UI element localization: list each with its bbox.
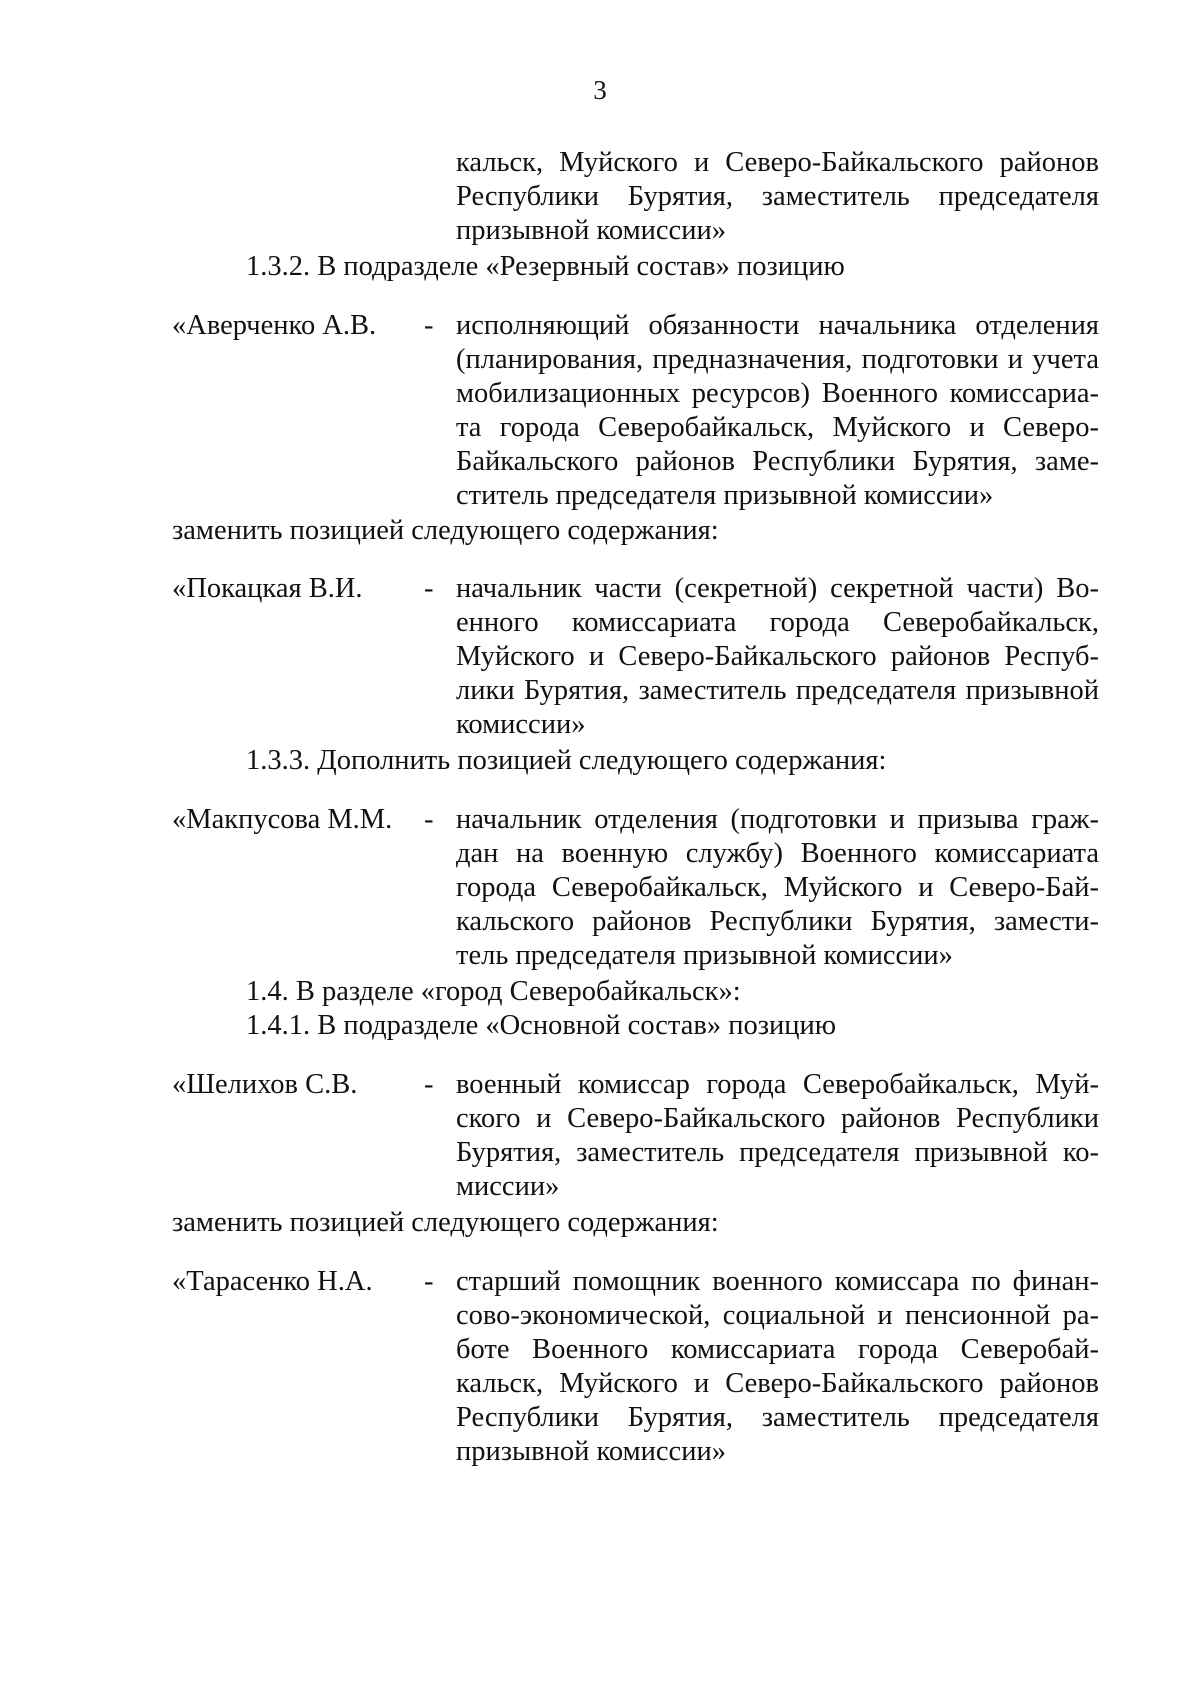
text-line: призывной комиссии» — [456, 1436, 726, 1467]
entry-text-pokatskaya — [456, 572, 1099, 742]
text-line: города Северобайкальск, Муйского и Северо-Бай- — [456, 872, 1099, 903]
text-line: кальского районов Республики Бурятия, замести- — [456, 906, 1099, 937]
entry-dash: - — [424, 1069, 434, 1100]
entry-name-shelikhov: «Шелихов С.В. — [172, 1069, 358, 1100]
text-line: ского и Северо-Байкальского районов Республики — [456, 1103, 1099, 1134]
text-line: призывной комиссии» — [456, 215, 726, 246]
intro-block — [456, 146, 1099, 248]
heading-1-4: 1.4. В разделе «город Северобайкальск»: — [246, 976, 741, 1007]
text-line: (планирования, предназначения, подготовки и учета — [456, 344, 1099, 375]
text-line: боте Военного комиссариата города Северобай- — [456, 1334, 1099, 1365]
text-line: ститель председателя призывной комиссии» — [456, 480, 994, 511]
entry-name-makpusova: «Макпусова М.М. — [172, 804, 393, 835]
text-line: военный комиссар города Северобайкальск, Муй- — [456, 1069, 1099, 1100]
text-line: кальск, Муйского и Северо-Байкальского районов — [456, 1368, 1099, 1399]
replace-instruction: заменить позицией следующего содержания: — [172, 515, 719, 546]
text-line: начальник отделения (подготовки и призыва граж- — [456, 804, 1099, 835]
text-line: кальск, Муйского и Северо-Байкальского районов — [456, 147, 1099, 178]
page-number: 3 — [593, 75, 607, 105]
text-line: миссии» — [456, 1171, 560, 1202]
entry-name-pokatskaya: «Покацкая В.И. — [172, 573, 363, 604]
text-line: Республики Бурятия, заместитель председателя — [456, 181, 1099, 212]
entry-text-makpusova — [456, 803, 1099, 973]
text-line: лики Бурятия, заместитель председателя призывной — [456, 675, 1099, 706]
text-line: Байкальского районов Республики Бурятия, заме- — [456, 446, 1099, 477]
entry-text-shelikhov — [456, 1068, 1099, 1204]
text-line: тель председателя призывной комиссии» — [456, 940, 953, 971]
text-line: Муйского и Северо-Байкальского районов Респуб- — [456, 641, 1099, 672]
heading-1-3-3: 1.3.3. Дополнить позицией следующего содержания: — [246, 745, 887, 776]
text-line: Республики Бурятия, заместитель председателя — [456, 1402, 1099, 1433]
text-line: комиссии» — [456, 709, 586, 740]
text-line: енного комиссариата города Северобайкальск, — [456, 607, 1099, 638]
text-line: дан на военную службу) Военного комиссариата — [456, 838, 1099, 869]
text-line: сово-экономической, социальной и пенсионной ра- — [456, 1300, 1099, 1331]
replace-instruction: заменить позицией следующего содержания: — [172, 1207, 719, 1238]
entry-text-tarasenko — [456, 1265, 1099, 1469]
text-line: та города Северобайкальск, Муйского и Северо- — [456, 412, 1099, 443]
entry-dash: - — [424, 310, 434, 341]
text-line: начальник части (секретной) секретной части) Во- — [456, 573, 1099, 604]
entry-dash: - — [424, 573, 434, 604]
entry-dash: - — [424, 1266, 434, 1297]
heading-1-3-2: 1.3.2. В подразделе «Резервный состав» позицию — [246, 251, 845, 282]
text-line: старший помощник военного комиссара по финан- — [456, 1266, 1099, 1297]
text-line: Бурятия, заместитель председателя призывной ко- — [456, 1137, 1099, 1168]
entry-name-tarasenko: «Тарасенко Н.А. — [172, 1266, 373, 1297]
entry-name-averchenko: «Аверченко А.В. — [172, 310, 377, 341]
text-line: мобилизационных ресурсов) Военного комиссариа- — [456, 378, 1099, 409]
heading-1-4-1: 1.4.1. В подразделе «Основной состав» позицию — [246, 1010, 837, 1041]
entry-text-averchenko — [456, 309, 1099, 513]
entry-dash: - — [424, 804, 434, 835]
text-line: исполняющий обязанности начальника отделения — [456, 310, 1099, 341]
